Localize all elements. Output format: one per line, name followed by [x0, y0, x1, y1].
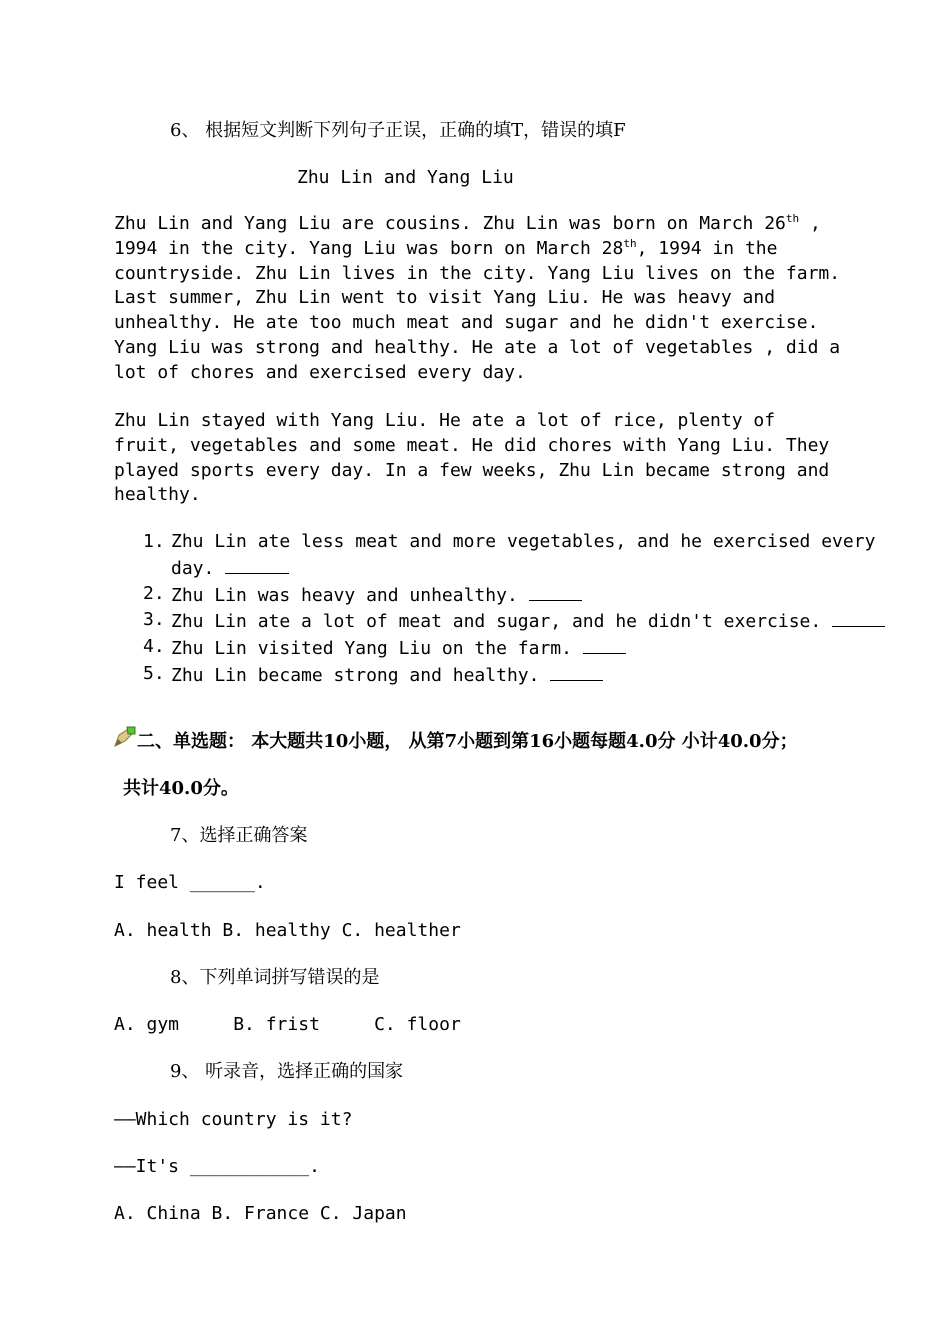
item-number: 3.	[143, 609, 165, 631]
answer-blank[interactable]	[583, 635, 626, 654]
q7-heading: 7、选择正确答案	[170, 825, 308, 846]
ordinal-suffix: th	[623, 236, 637, 250]
q9-options: A. China B. France C. Japan	[114, 1203, 407, 1224]
item-number: 2.	[143, 582, 165, 604]
q8-heading: 8、下列单词拼写错误的是	[170, 967, 380, 988]
list-item	[143, 662, 901, 689]
true-false-statements	[114, 530, 901, 689]
q7-stem: I feel ______.	[114, 872, 266, 893]
ordinal-suffix: th	[785, 212, 800, 225]
statement-text: Zhu Lin became strong and healthy.	[171, 664, 551, 686]
list-item	[143, 608, 901, 635]
item-number: 4.	[143, 636, 165, 658]
q9-dialogue-line-1: ——Which country is it?	[114, 1109, 353, 1130]
list-item	[143, 635, 901, 662]
passage-text: Zhu Lin and Yang Liu are cousins. Zhu Lin was born on March 26	[114, 213, 786, 234]
statement-text: Zhu Lin was heavy and unhealthy.	[171, 584, 529, 606]
item-number: 1.	[143, 531, 165, 552]
passage-text: , 1994 in the countryside. Zhu Lin lives in the city. Yang Liu lives on the farm. Last summer, Zhu Lin went to visit Yang Liu. He was heavy and unhealthy. He ate too much meat and sugar and he didn't exercise. Yang Liu was strong and healthy. He ate a lot of vegetables , did a lot of chores and exercised every day.	[114, 237, 841, 383]
q7-options: A. health B. healthy C. healther	[114, 920, 461, 941]
list-item	[143, 530, 901, 582]
passage-paragraph-1	[114, 212, 844, 386]
answer-blank[interactable]	[832, 608, 885, 627]
statement-text: Zhu Lin ate less meat and more vegetables, and he exercised every day.	[171, 531, 876, 579]
passage-text: Zhu Lin stayed with Yang Liu. He ate a lot of rice, plenty of fruit, vegetables and some meat. He did chores with Yang Liu. They played sports every day. In a few weeks, Zhu Lin became strong and healthy.	[114, 410, 830, 506]
section-header: 二、单选题： 本大题共10小题， 从第7小题到第16小题每题4.0分 小计40.0分；	[137, 731, 798, 752]
passage-paragraph-2	[114, 409, 844, 508]
passage-title: Zhu Lin and Yang Liu	[297, 167, 514, 188]
pencil-icon	[113, 726, 137, 748]
section-total: 共计40.0分。	[123, 778, 239, 799]
answer-blank[interactable]	[550, 662, 603, 681]
answer-blank[interactable]	[225, 555, 289, 574]
statement-text: Zhu Lin visited Yang Liu on the farm.	[171, 638, 583, 660]
q8-options: A. gym B. frist C. floor	[114, 1014, 461, 1035]
q9-dialogue-line-2: ——It's ___________.	[114, 1156, 320, 1177]
passage-text: , 1994 in the city. Yang Liu was born on March 28	[114, 213, 821, 259]
item-number: 5.	[143, 662, 165, 684]
statement-text: Zhu Lin ate a lot of meat and sugar, and he didn't exercise.	[171, 611, 833, 633]
list-item	[143, 582, 901, 609]
q9-heading: 9、 听录音，选择正确的国家	[170, 1061, 404, 1082]
q6-heading: 6、 根据短文判断下列句子正误，正确的填T，错误的填F	[170, 120, 626, 141]
answer-blank[interactable]	[529, 582, 582, 601]
